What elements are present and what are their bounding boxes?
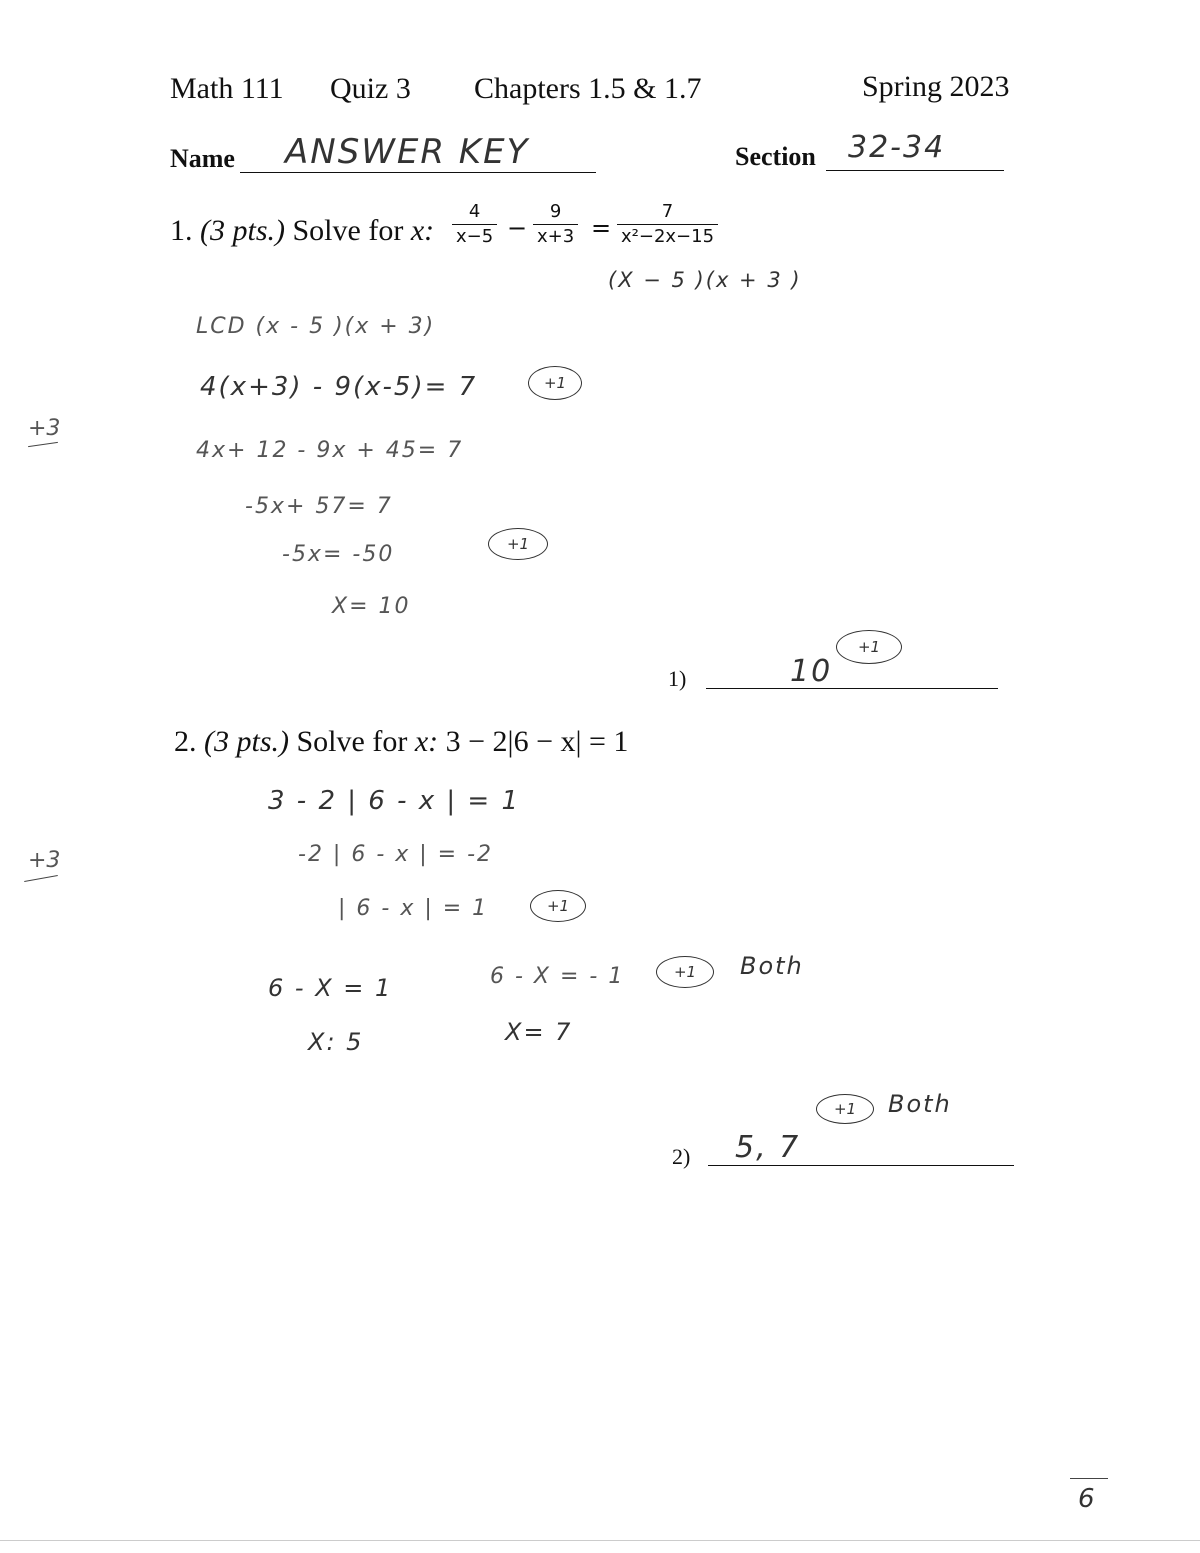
q2-answer-point-circle: +1 [816, 1094, 874, 1124]
q1-minus-sign: − [507, 214, 528, 242]
q1-fraction-2 [533, 200, 578, 249]
term-title: Spring 2023 [862, 70, 1010, 103]
q1-work-line: -5x= -50 [282, 542, 395, 567]
chapters-title: Chapters 1.5 & 1.7 [474, 72, 702, 105]
q1-answer-label: 1) [668, 666, 687, 691]
q1-fraction-2-denominator: x+3 [533, 224, 578, 249]
q2-case-left: 6 - X = 1 [268, 974, 393, 1002]
q2-both-note: Both [740, 952, 804, 980]
q2-case-right: 6 - X = - 1 [490, 964, 625, 989]
q2-solve-for: Solve for [296, 725, 408, 758]
q2-equation: 3 − 2|6 − x| = 1 [445, 725, 629, 758]
q2-point-circle: +1 [656, 956, 714, 988]
q2-case-left-result: X: 5 [308, 1028, 364, 1056]
q1-fraction-3-numerator: 7 [661, 201, 674, 222]
q1-fraction-3-denominator: x²−2x−15 [617, 224, 718, 249]
q1-fraction-3 [617, 200, 718, 249]
q1-work-line: -5x+ 57= 7 [245, 494, 393, 519]
name-value: ANSWER KEY [285, 132, 530, 172]
q1-answer-point-circle: +1 [836, 630, 902, 664]
course-title: Math 111 [170, 72, 284, 105]
q1-points: (3 pts.) [200, 214, 285, 247]
name-label: Name [170, 144, 235, 173]
q1-equals-sign: = [591, 214, 612, 242]
q2-work-line: -2 | 6 - x | = -2 [298, 842, 494, 867]
q2-number: 2. [174, 725, 197, 758]
q1-solve-for: Solve for [292, 214, 404, 247]
q1-margin-score: +3 [28, 416, 61, 441]
q1-prompt [170, 214, 434, 248]
q2-answer-line [708, 1165, 1014, 1166]
q1-work-line: X= 10 [332, 594, 411, 619]
total-score: 6 [1078, 1484, 1097, 1514]
section-line [826, 170, 1004, 171]
q1-variable: x: [410, 214, 435, 247]
q2-point-circle: +1 [530, 890, 586, 922]
q1-answer-line [706, 688, 998, 689]
q1-margin-underline [28, 442, 58, 447]
q1-factored-denominator: (X − 5 )(x + 3 ) [608, 268, 802, 292]
q2-answer-value: 5, 7 [735, 1130, 801, 1165]
q1-fraction-2-numerator: 9 [549, 201, 562, 222]
page-edge [0, 1540, 1200, 1541]
q2-answer-both-note: Both [888, 1090, 952, 1118]
q1-number: 1. [170, 214, 193, 247]
q1-work-line: 4(x+3) - 9(x-5)= 7 [200, 372, 478, 402]
quiz-title: Quiz 3 [330, 72, 411, 105]
section-value: 32-34 [848, 130, 946, 165]
q1-work-line: LCD (x - 5 )(x + 3) [196, 314, 436, 339]
total-score-bar [1070, 1478, 1108, 1479]
q2-points: (3 pts.) [204, 725, 289, 758]
q1-point-circle: +1 [528, 366, 582, 400]
q1-fraction-1-denominator: x−5 [452, 224, 497, 249]
q2-margin-score: +3 [28, 848, 61, 873]
q1-fraction-1 [452, 200, 497, 249]
q2-variable: x: [414, 725, 439, 758]
section-label: Section [735, 142, 816, 171]
q2-case-right-result: X= 7 [505, 1018, 573, 1046]
q1-answer-value: 10 [790, 654, 833, 689]
name-line [240, 172, 596, 173]
q1-work-line: 4x+ 12 - 9x + 45= 7 [196, 438, 464, 463]
q2-work-line: 3 - 2 | 6 - x | = 1 [268, 786, 521, 816]
q2-answer-label: 2) [672, 1144, 691, 1169]
q1-point-circle: +1 [488, 528, 548, 560]
q1-fraction-1-numerator: 4 [468, 201, 481, 222]
q2-prompt [174, 725, 628, 759]
q2-margin-underline [24, 875, 58, 882]
q2-work-line: | 6 - x | = 1 [338, 896, 489, 921]
